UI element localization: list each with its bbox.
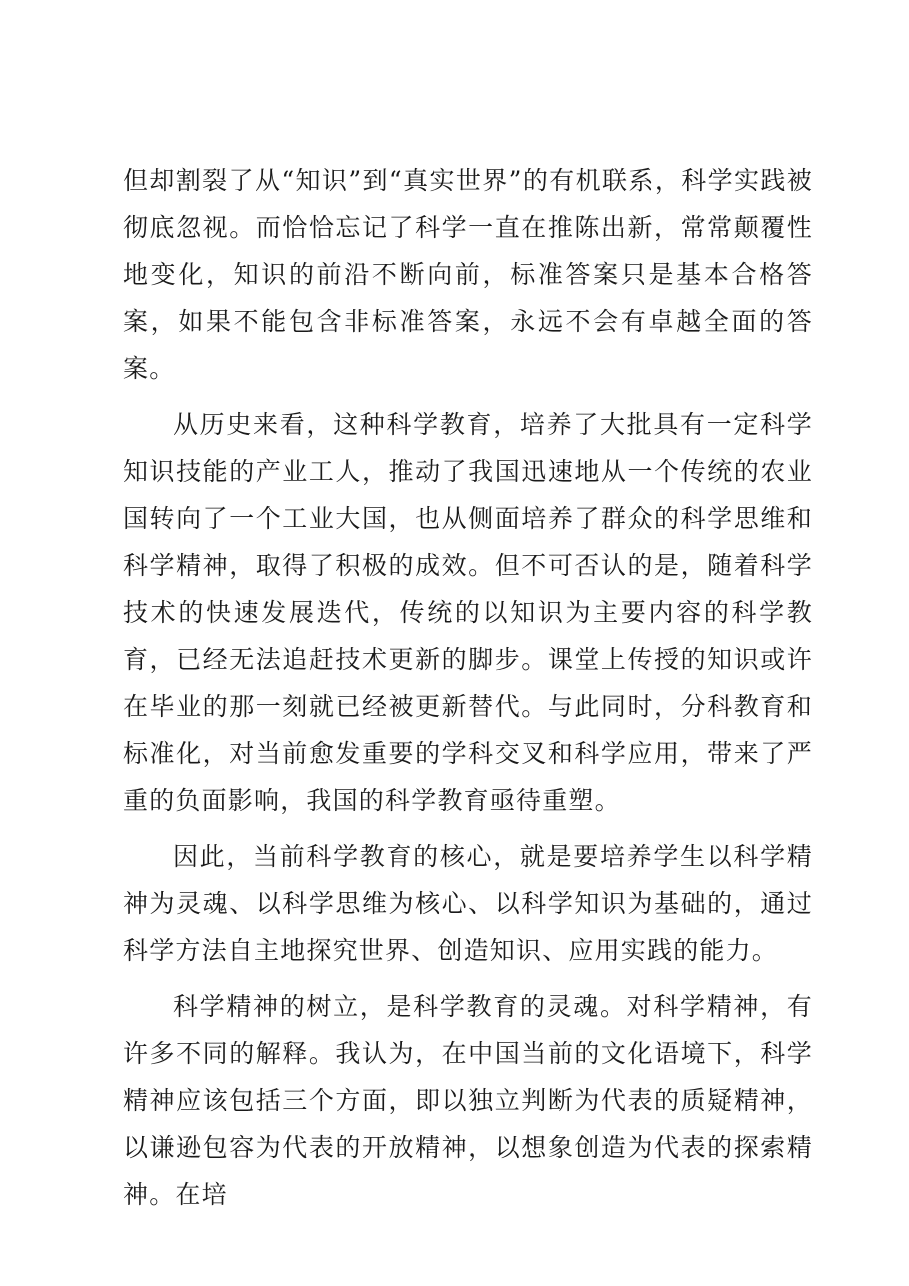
body-text [123, 157, 813, 1227]
paragraph-2: 从历史来看，这种科学教育，培养了大批具有一定科学知识技能的产业工人，推动了我国迅速地从一个传统的农业国转向了一个工业大国，也从侧面培养了群众的科学思维和科学精神，取得了积极的成效。但不可否认的是，随着科学技术的快速发展迭代，传统的以知识为主要内容的科学教育，已经无法追赶技术更新的脚步。课堂上传授的知识或许在毕业的那一刻就已经被更新替代。与此同时，分科教育和标准化，对当前愈发重要的学科交叉和科学应用，带来了严重的负面影响，我国的科学教育亟待重塑。 [123, 410, 813, 815]
paragraph-4: 科学精神的树立，是科学教育的灵魂。对科学精神，有许多不同的解释。我认为，在中国当前的文化语境下，科学精神应该包括三个方面，即以独立判断为代表的质疑精神，以谦逊包容为代表的开放精神，以想象创造为代表的探索精神。在培 [123, 992, 813, 1209]
paragraph-3: 因此，当前科学教育的核心，就是要培养学生以科学精神为灵魂、以科学思维为核心、以科学知识为基础的，通过科学方法自主地探究世界、创造知识、应用实践的能力。 [123, 842, 813, 965]
paragraph-1: 但却割裂了从“知识”到“真实世界”的有机联系，科学实践被彻底忽视。而恰恰忘记了科学一直在推陈出新，常常颠覆性地变化，知识的前沿不断向前，标准答案只是基本合格答案，如果不能包含非标准答案，永远不会有卓越全面的答案。 [123, 166, 813, 383]
